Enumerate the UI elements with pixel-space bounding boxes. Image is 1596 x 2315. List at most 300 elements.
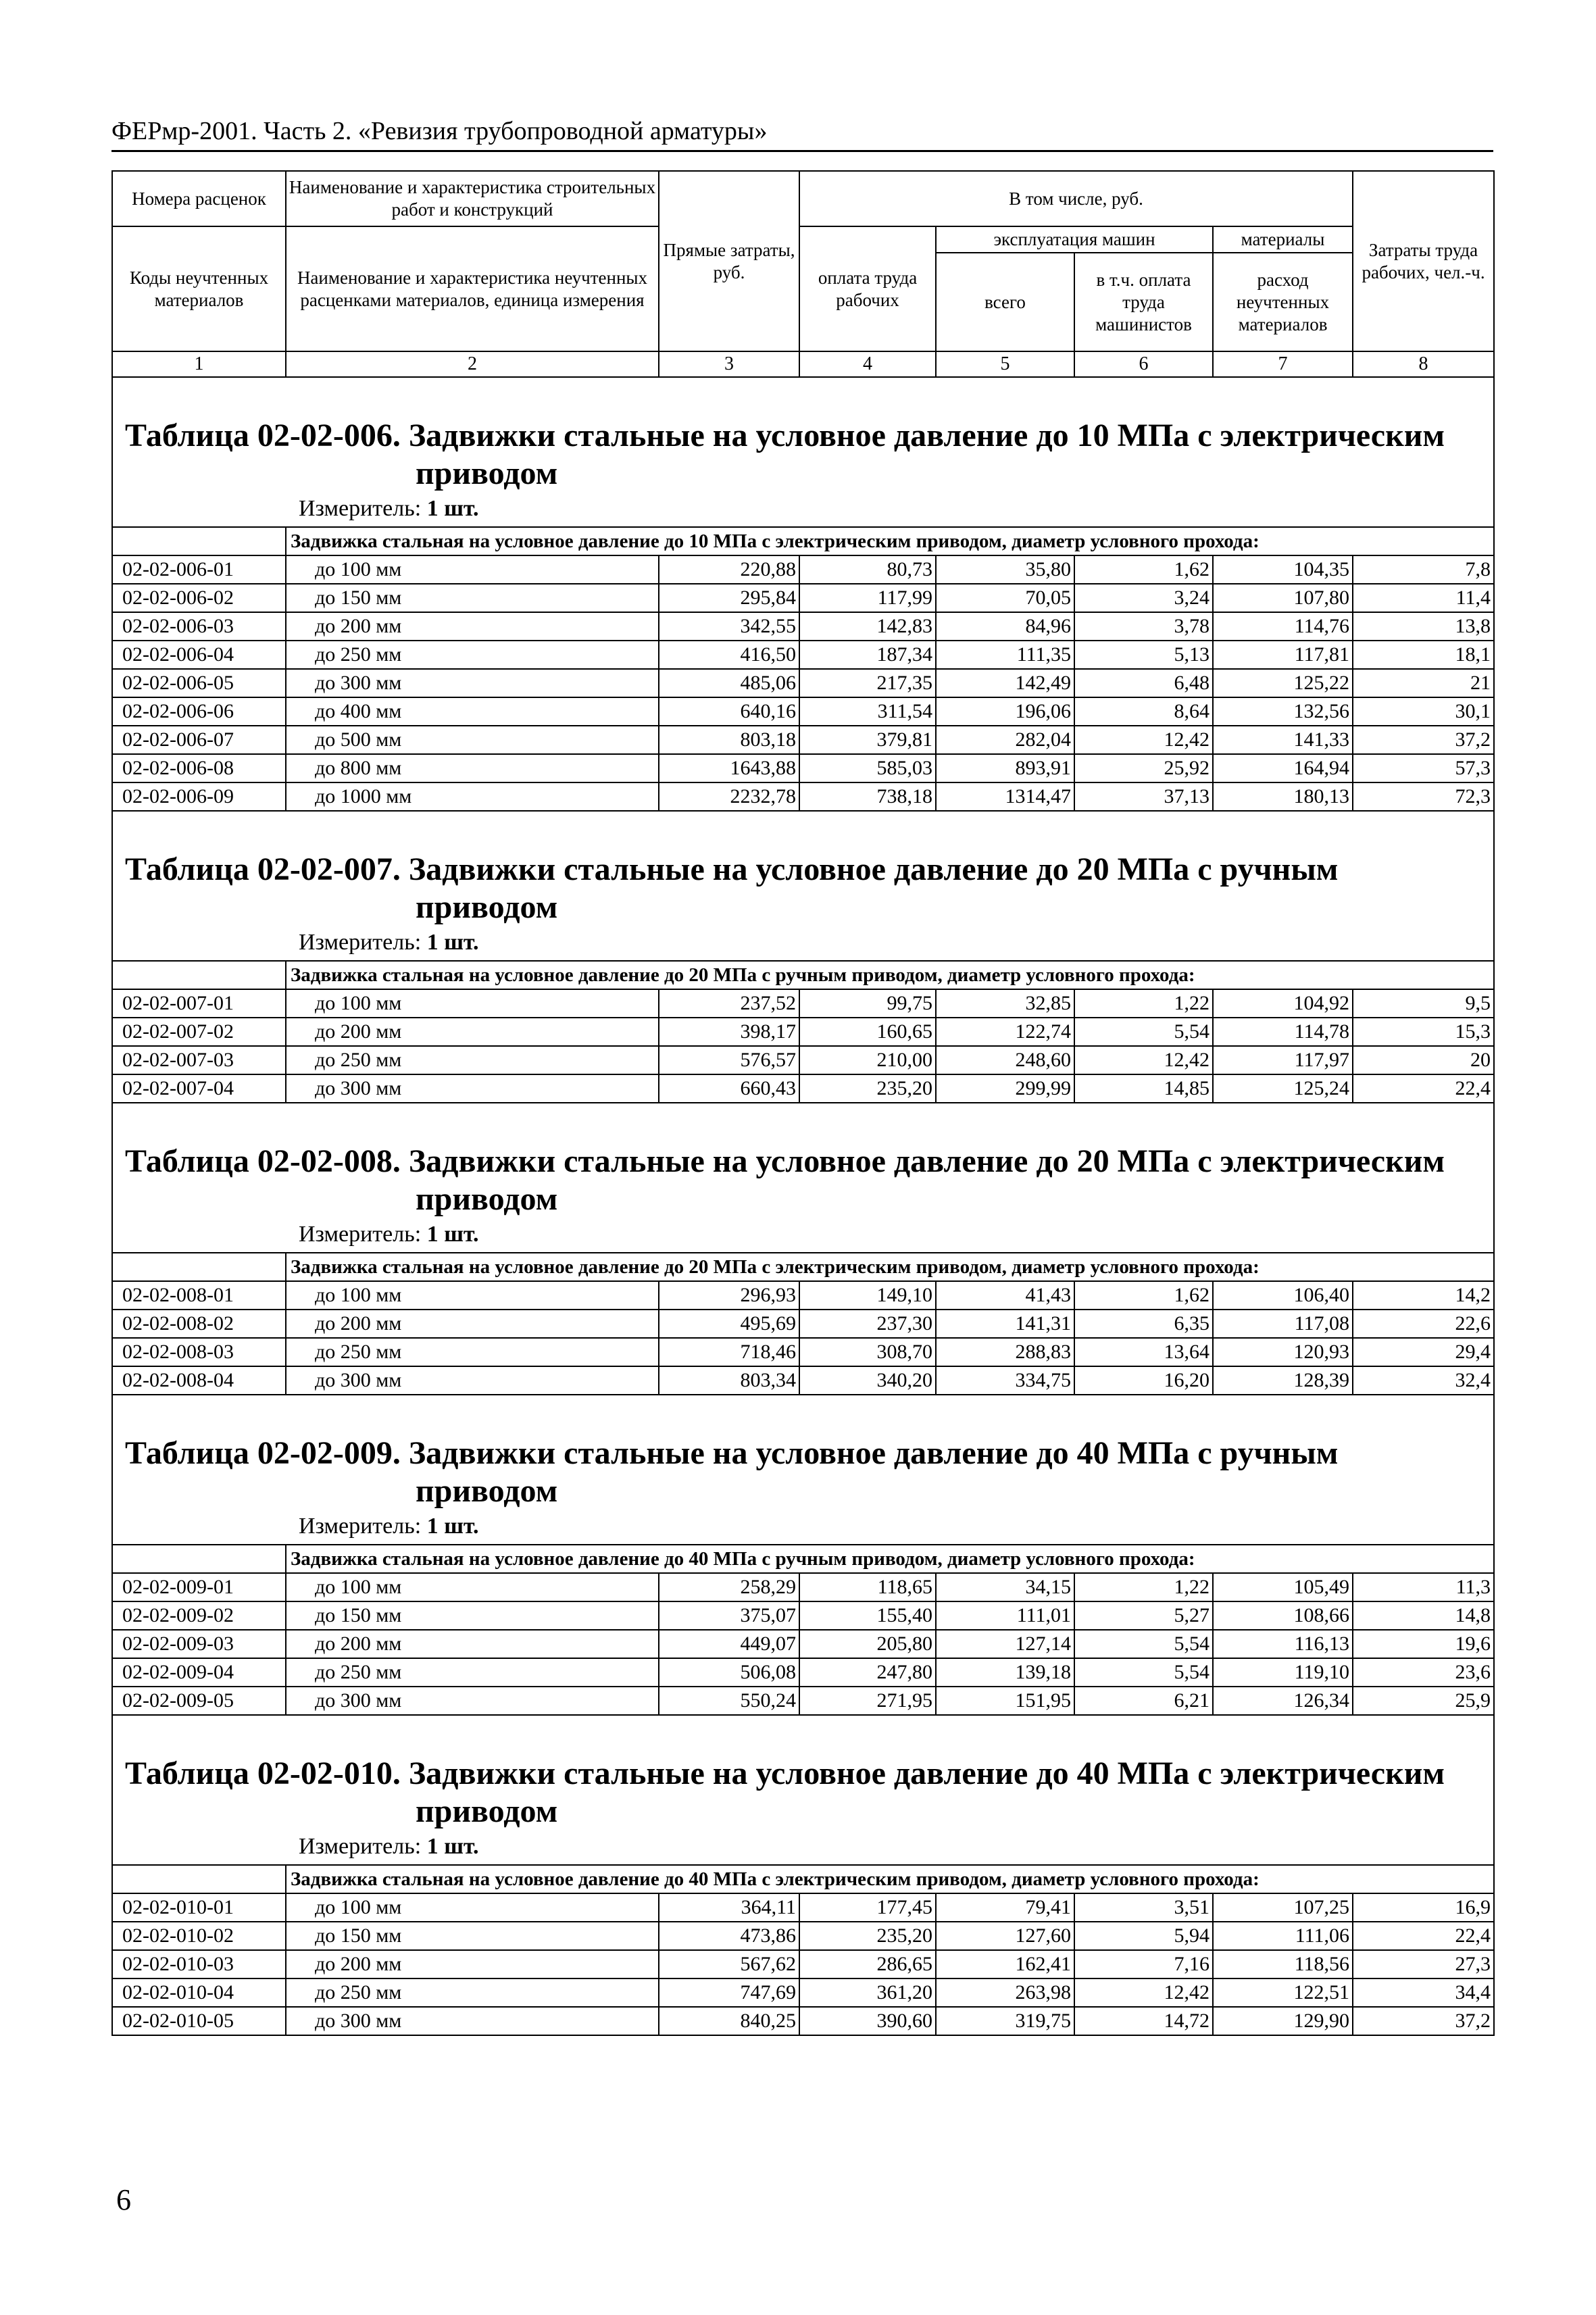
machinist-wages-cell: 14,85 [1074,1074,1213,1103]
table-row [112,1658,1494,1687]
subtitle-empty-cell [112,1865,286,1893]
direct-costs-cell: 495,69 [659,1310,799,1338]
subtitle-empty-cell [112,1545,286,1573]
material-consumption-cell: 125,22 [1213,669,1353,697]
rate-code-cell: 02-02-006-05 [112,669,286,697]
machines-total-cell: 139,18 [936,1658,1074,1687]
rate-code-cell: 02-02-007-03 [112,1046,286,1074]
table-title-continuation: приводом [416,1181,558,1217]
direct-costs-cell: 576,57 [659,1046,799,1074]
labor-hours-cell: 20 [1353,1046,1494,1074]
rate-code-cell: 02-02-008-04 [112,1366,286,1395]
machines-total-cell: 141,31 [936,1310,1074,1338]
machines-total-cell: 111,01 [936,1601,1074,1630]
col-number: 7 [1213,351,1353,377]
col-number: 4 [799,351,936,377]
rate-code-cell: 02-02-006-09 [112,782,286,811]
machinist-wages-cell: 1,62 [1074,555,1213,584]
direct-costs-cell: 2232,78 [659,782,799,811]
worker-wages-cell: 99,75 [799,989,936,1018]
labor-hours-cell: 9,5 [1353,989,1494,1018]
labor-hours-cell: 19,6 [1353,1630,1494,1658]
subtitle-empty-cell [112,961,286,989]
table-title-cell [112,851,1494,926]
table-row [112,584,1494,612]
col-header-name: Наименование и характеристика строительных работ и конструкций [286,171,659,226]
table-row [112,555,1494,584]
col-header-material-name: Наименование и характеристика неучтенных расценками материалов, единица измерения [286,226,659,351]
machinist-wages-cell: 12,42 [1074,1046,1213,1074]
work-name-cell: до 200 мм [286,1630,659,1658]
table-row [112,1338,1494,1366]
meter-label: Измеритель: [299,496,422,521]
material-consumption-cell: 114,78 [1213,1018,1353,1046]
table-title-text: Таблица 02-02-010. Задвижки стальные на условное давление до 40 МПа с электрическим [125,1756,1445,1791]
spacer-cell [112,377,1494,417]
table-meter [112,1510,1494,1545]
material-consumption-cell: 125,24 [1213,1074,1353,1103]
table-row [112,1310,1494,1338]
table-title-cell [112,1435,1494,1510]
machines-total-cell: 127,14 [936,1630,1074,1658]
table-title-text: Таблица 02-02-008. Задвижки стальные на условное давление до 20 МПа с электрическим [125,1143,1445,1179]
machinist-wages-cell: 12,42 [1074,726,1213,754]
rate-code-cell: 02-02-008-01 [112,1281,286,1310]
work-name-cell: до 1000 мм [286,782,659,811]
worker-wages-cell: 361,20 [799,1978,936,2007]
rate-code-cell: 02-02-006-04 [112,641,286,669]
table-row [112,2007,1494,2035]
machines-total-cell: 84,96 [936,612,1074,641]
table-spacer [112,1715,1494,1755]
machines-total-cell: 248,60 [936,1046,1074,1074]
labor-hours-cell: 37,2 [1353,2007,1494,2035]
material-consumption-cell: 129,90 [1213,2007,1353,2035]
machines-total-cell: 41,43 [936,1281,1074,1310]
work-name-cell: до 300 мм [286,1074,659,1103]
rate-code-cell: 02-02-009-05 [112,1687,286,1715]
work-name-cell: до 250 мм [286,641,659,669]
worker-wages-cell: 379,81 [799,726,936,754]
table-title-row [112,417,1494,493]
machines-total-cell: 288,83 [936,1338,1074,1366]
direct-costs-cell: 840,25 [659,2007,799,2035]
meter-label: Измеритель: [299,930,422,955]
machinist-wages-cell: 5,54 [1074,1658,1213,1687]
meter-value: 1 шт. [426,1222,479,1247]
machinist-wages-cell: 1,22 [1074,1573,1213,1601]
rate-code-cell: 02-02-006-08 [112,754,286,782]
table-subtitle: Задвижка стальная на условное давление до 20 МПа с ручным приводом, диаметр условного прохода: [286,961,1494,989]
col-header-direct-costs: Прямые затраты, руб. [659,171,799,351]
worker-wages-cell: 80,73 [799,555,936,584]
meter-label: Измеритель: [299,1834,422,1859]
table-title-row [112,1755,1494,1831]
table-row [112,754,1494,782]
table-meter-row [112,493,1494,527]
table-meter-row [112,1218,1494,1253]
machinist-wages-cell: 25,92 [1074,754,1213,782]
direct-costs-cell: 485,06 [659,669,799,697]
machines-total-cell: 319,75 [936,2007,1074,2035]
worker-wages-cell: 187,34 [799,641,936,669]
rate-code-cell: 02-02-007-04 [112,1074,286,1103]
col-number: 5 [936,351,1074,377]
table-row [112,989,1494,1018]
col-number: 3 [659,351,799,377]
table-spacer [112,377,1494,417]
table-title-row [112,851,1494,926]
table-row [112,782,1494,811]
work-name-cell: до 200 мм [286,612,659,641]
machines-total-cell: 893,91 [936,754,1074,782]
machinist-wages-cell: 3,24 [1074,584,1213,612]
meter-value: 1 шт. [426,930,479,955]
direct-costs-cell: 660,43 [659,1074,799,1103]
table-title [125,851,1493,926]
rate-code-cell: 02-02-007-01 [112,989,286,1018]
table-row [112,1922,1494,1950]
col-header-wages: оплата труда рабочих [799,226,936,351]
direct-costs-cell: 237,52 [659,989,799,1018]
worker-wages-cell: 340,20 [799,1366,936,1395]
labor-hours-cell: 37,2 [1353,726,1494,754]
machinist-wages-cell: 16,20 [1074,1366,1213,1395]
table-meter-row [112,926,1494,961]
col-number: 2 [286,351,659,377]
machinist-wages-cell: 7,16 [1074,1950,1213,1978]
material-consumption-cell: 117,08 [1213,1310,1353,1338]
rate-code-cell: 02-02-006-07 [112,726,286,754]
labor-hours-cell: 11,4 [1353,584,1494,612]
table-title-cell [112,1143,1494,1218]
machines-total-cell: 70,05 [936,584,1074,612]
machinist-wages-cell: 8,64 [1074,697,1213,726]
material-consumption-cell: 164,94 [1213,754,1353,782]
worker-wages-cell: 738,18 [799,782,936,811]
work-name-cell: до 200 мм [286,1950,659,1978]
spacer-cell [112,1395,1494,1435]
direct-costs-cell: 550,24 [659,1687,799,1715]
direct-costs-cell: 364,11 [659,1893,799,1922]
machines-total-cell: 151,95 [936,1687,1074,1715]
material-consumption-cell: 128,39 [1213,1366,1353,1395]
table-title-row [112,1143,1494,1218]
col-number: 8 [1353,351,1494,377]
spacer-cell [112,1103,1494,1143]
machinist-wages-cell: 5,54 [1074,1630,1213,1658]
material-consumption-cell: 122,51 [1213,1978,1353,2007]
machines-total-cell: 35,80 [936,555,1074,584]
table-row [112,669,1494,697]
machinist-wages-cell: 6,35 [1074,1310,1213,1338]
table-subtitle-row [112,961,1494,989]
table-title-continuation: приводом [416,455,558,491]
material-consumption-cell: 106,40 [1213,1281,1353,1310]
worker-wages-cell: 142,83 [799,612,936,641]
labor-hours-cell: 29,4 [1353,1338,1494,1366]
machinist-wages-cell: 5,94 [1074,1922,1213,1950]
table-title-text: Таблица 02-02-006. Задвижки стальные на условное давление до 10 МПа с электрическим [125,418,1445,453]
work-name-cell: до 250 мм [286,1338,659,1366]
work-name-cell: до 100 мм [286,1893,659,1922]
machines-total-cell: 334,75 [936,1366,1074,1395]
rate-code-cell: 02-02-008-02 [112,1310,286,1338]
machinist-wages-cell: 3,51 [1074,1893,1213,1922]
labor-hours-cell: 7,8 [1353,555,1494,584]
work-name-cell: до 150 мм [286,1601,659,1630]
work-name-cell: до 300 мм [286,1366,659,1395]
machines-total-cell: 111,35 [936,641,1074,669]
direct-costs-cell: 295,84 [659,584,799,612]
table-spacer [112,1103,1494,1143]
material-consumption-cell: 119,10 [1213,1658,1353,1687]
meter-label: Измеритель: [299,1514,422,1539]
labor-hours-cell: 11,3 [1353,1573,1494,1601]
table-row [112,612,1494,641]
table-row [112,1074,1494,1103]
worker-wages-cell: 235,20 [799,1922,936,1950]
table-row [112,1630,1494,1658]
col-header-machines-total: всего [936,253,1074,351]
labor-hours-cell: 23,6 [1353,1658,1494,1687]
material-consumption-cell: 120,93 [1213,1338,1353,1366]
work-name-cell: до 300 мм [286,2007,659,2035]
labor-hours-cell: 16,9 [1353,1893,1494,1922]
work-name-cell: до 100 мм [286,989,659,1018]
table-subtitle: Задвижка стальная на условное давление до 40 МПа с электрическим приводом, диаметр условного прохода: [286,1865,1494,1893]
labor-hours-cell: 72,3 [1353,782,1494,811]
col-number: 6 [1074,351,1213,377]
worker-wages-cell: 271,95 [799,1687,936,1715]
table-row [112,697,1494,726]
direct-costs-cell: 398,17 [659,1018,799,1046]
material-consumption-cell: 180,13 [1213,782,1353,811]
direct-costs-cell: 640,16 [659,697,799,726]
table-title-continuation: приводом [416,1473,558,1509]
rate-code-cell: 02-02-008-03 [112,1338,286,1366]
material-consumption-cell: 104,35 [1213,555,1353,584]
rate-code-cell: 02-02-009-03 [112,1630,286,1658]
direct-costs-cell: 375,07 [659,1601,799,1630]
meter-value: 1 шт. [426,496,479,521]
table-row [112,1978,1494,2007]
col-number: 1 [112,351,286,377]
work-name-cell: до 150 мм [286,1922,659,1950]
machines-total-cell: 162,41 [936,1950,1074,1978]
labor-hours-cell: 14,2 [1353,1281,1494,1310]
worker-wages-cell: 308,70 [799,1338,936,1366]
work-name-cell: до 300 мм [286,669,659,697]
material-consumption-cell: 118,56 [1213,1950,1353,1978]
machinist-wages-cell: 1,62 [1074,1281,1213,1310]
worker-wages-cell: 247,80 [799,1658,936,1687]
table-meter-row [112,1510,1494,1545]
material-consumption-cell: 104,92 [1213,989,1353,1018]
spacer-cell [112,1715,1494,1755]
rate-code-cell: 02-02-009-04 [112,1658,286,1687]
work-name-cell: до 100 мм [286,1573,659,1601]
material-consumption-cell: 117,97 [1213,1046,1353,1074]
work-name-cell: до 500 мм [286,726,659,754]
machinist-wages-cell: 5,54 [1074,1018,1213,1046]
machinist-wages-cell: 3,78 [1074,612,1213,641]
worker-wages-cell: 177,45 [799,1893,936,1922]
rate-code-cell: 02-02-010-03 [112,1950,286,1978]
rate-code-cell: 02-02-006-03 [112,612,286,641]
material-consumption-cell: 132,56 [1213,697,1353,726]
material-consumption-cell: 116,13 [1213,1630,1353,1658]
table-title [125,1143,1493,1218]
direct-costs-cell: 258,29 [659,1573,799,1601]
col-header-codes: Номера расценок [112,171,286,226]
machines-total-cell: 34,15 [936,1573,1074,1601]
worker-wages-cell: 235,20 [799,1074,936,1103]
machines-total-cell: 282,04 [936,726,1074,754]
rate-code-cell: 02-02-010-01 [112,1893,286,1922]
machines-total-cell: 299,99 [936,1074,1074,1103]
machines-total-cell: 142,49 [936,669,1074,697]
machinist-wages-cell: 1,22 [1074,989,1213,1018]
table-meter [112,1218,1494,1253]
material-consumption-cell: 141,33 [1213,726,1353,754]
rate-code-cell: 02-02-009-01 [112,1573,286,1601]
machines-total-cell: 32,85 [936,989,1074,1018]
table-spacer [112,1395,1494,1435]
direct-costs-cell: 1643,88 [659,754,799,782]
labor-hours-cell: 21 [1353,669,1494,697]
table-row [112,726,1494,754]
machines-total-cell: 79,41 [936,1893,1074,1922]
table-row [112,1046,1494,1074]
labor-hours-cell: 25,9 [1353,1687,1494,1715]
worker-wages-cell: 118,65 [799,1573,936,1601]
rate-code-cell: 02-02-006-01 [112,555,286,584]
worker-wages-cell: 160,65 [799,1018,936,1046]
rate-code-cell: 02-02-006-06 [112,697,286,726]
rate-code-cell: 02-02-010-04 [112,1978,286,2007]
table-meter-row [112,1831,1494,1865]
rate-code-cell: 02-02-010-05 [112,2007,286,2035]
machinist-wages-cell: 5,13 [1074,641,1213,669]
machines-total-cell: 1314,47 [936,782,1074,811]
col-header-group: В том числе, руб. [799,171,1353,226]
worker-wages-cell: 117,99 [799,584,936,612]
spacer-cell [112,811,1494,851]
material-consumption-cell: 107,25 [1213,1893,1353,1922]
work-name-cell: до 800 мм [286,754,659,782]
machines-total-cell: 263,98 [936,1978,1074,2007]
table-row [112,1281,1494,1310]
machinist-wages-cell: 6,21 [1074,1687,1213,1715]
machines-total-cell: 122,74 [936,1018,1074,1046]
col-header-material-consumption: расход неучтенных материалов [1213,253,1353,351]
work-name-cell: до 250 мм [286,1046,659,1074]
table-subtitle: Задвижка стальная на условное давление до 10 МПа с электрическим приводом, диаметр условного прохода: [286,527,1494,555]
labor-hours-cell: 15,3 [1353,1018,1494,1046]
table-row [112,1601,1494,1630]
work-name-cell: до 100 мм [286,555,659,584]
table-meter [112,493,1494,527]
direct-costs-cell: 342,55 [659,612,799,641]
direct-costs-cell: 449,07 [659,1630,799,1658]
table-subtitle-row [112,1865,1494,1893]
work-name-cell: до 400 мм [286,697,659,726]
labor-hours-cell: 22,4 [1353,1074,1494,1103]
worker-wages-cell: 210,00 [799,1046,936,1074]
direct-costs-cell: 747,69 [659,1978,799,2007]
direct-costs-cell: 567,62 [659,1950,799,1978]
table-title-continuation: приводом [416,889,558,925]
labor-hours-cell: 22,6 [1353,1310,1494,1338]
table-subtitle: Задвижка стальная на условное давление до 20 МПа с электрическим приводом, диаметр условного прохода: [286,1253,1494,1281]
table-row [112,1687,1494,1715]
table-meter [112,926,1494,961]
table-title-cell [112,1755,1494,1831]
material-consumption-cell: 114,76 [1213,612,1353,641]
labor-hours-cell: 18,1 [1353,641,1494,669]
table-subtitle-row [112,1545,1494,1573]
material-consumption-cell: 111,06 [1213,1922,1353,1950]
page-number: 6 [116,2183,131,2216]
table-title-text: Таблица 02-02-007. Задвижки стальные на условное давление до 20 МПа с ручным [125,851,1339,887]
table-subtitle-row [112,1253,1494,1281]
labor-hours-cell: 14,8 [1353,1601,1494,1630]
table-title-row [112,1435,1494,1510]
table-title [125,417,1493,493]
direct-costs-cell: 416,50 [659,641,799,669]
table-meter [112,1831,1494,1865]
worker-wages-cell: 311,54 [799,697,936,726]
worker-wages-cell: 205,80 [799,1630,936,1658]
table-row [112,641,1494,669]
material-consumption-cell: 126,34 [1213,1687,1353,1715]
direct-costs-cell: 803,34 [659,1366,799,1395]
meter-label: Измеритель: [299,1222,422,1247]
labor-hours-cell: 32,4 [1353,1366,1494,1395]
machinist-wages-cell: 6,48 [1074,669,1213,697]
material-consumption-cell: 107,80 [1213,584,1353,612]
worker-wages-cell: 286,65 [799,1950,936,1978]
price-table [111,170,1495,2036]
work-name-cell: до 300 мм [286,1687,659,1715]
work-name-cell: до 200 мм [286,1310,659,1338]
table-row [112,1893,1494,1922]
rate-code-cell: 02-02-007-02 [112,1018,286,1046]
col-header-labor: Затраты труда рабочих, чел.-ч. [1353,171,1494,351]
table-title [125,1755,1493,1831]
worker-wages-cell: 237,30 [799,1310,936,1338]
table-subtitle-row [112,527,1494,555]
rate-code-cell: 02-02-009-02 [112,1601,286,1630]
page-header: ФЕРмр-2001. Часть 2. «Ревизия трубопроводной арматуры» [111,116,1493,152]
machinist-wages-cell: 37,13 [1074,782,1213,811]
col-header-machinist-wages: в т.ч. оплата труда машинистов [1074,253,1213,351]
worker-wages-cell: 217,35 [799,669,936,697]
direct-costs-cell: 296,93 [659,1281,799,1310]
table-subtitle: Задвижка стальная на условное давление до 40 МПа с ручным приводом, диаметр условного прохода: [286,1545,1494,1573]
worker-wages-cell: 390,60 [799,2007,936,2035]
material-consumption-cell: 117,81 [1213,641,1353,669]
labor-hours-cell: 57,3 [1353,754,1494,782]
meter-value: 1 шт. [426,1514,479,1539]
work-name-cell: до 150 мм [286,584,659,612]
work-name-cell: до 100 мм [286,1281,659,1310]
direct-costs-cell: 506,08 [659,1658,799,1687]
table-spacer [112,811,1494,851]
subtitle-empty-cell [112,527,286,555]
col-header-materials: материалы [1213,226,1353,253]
